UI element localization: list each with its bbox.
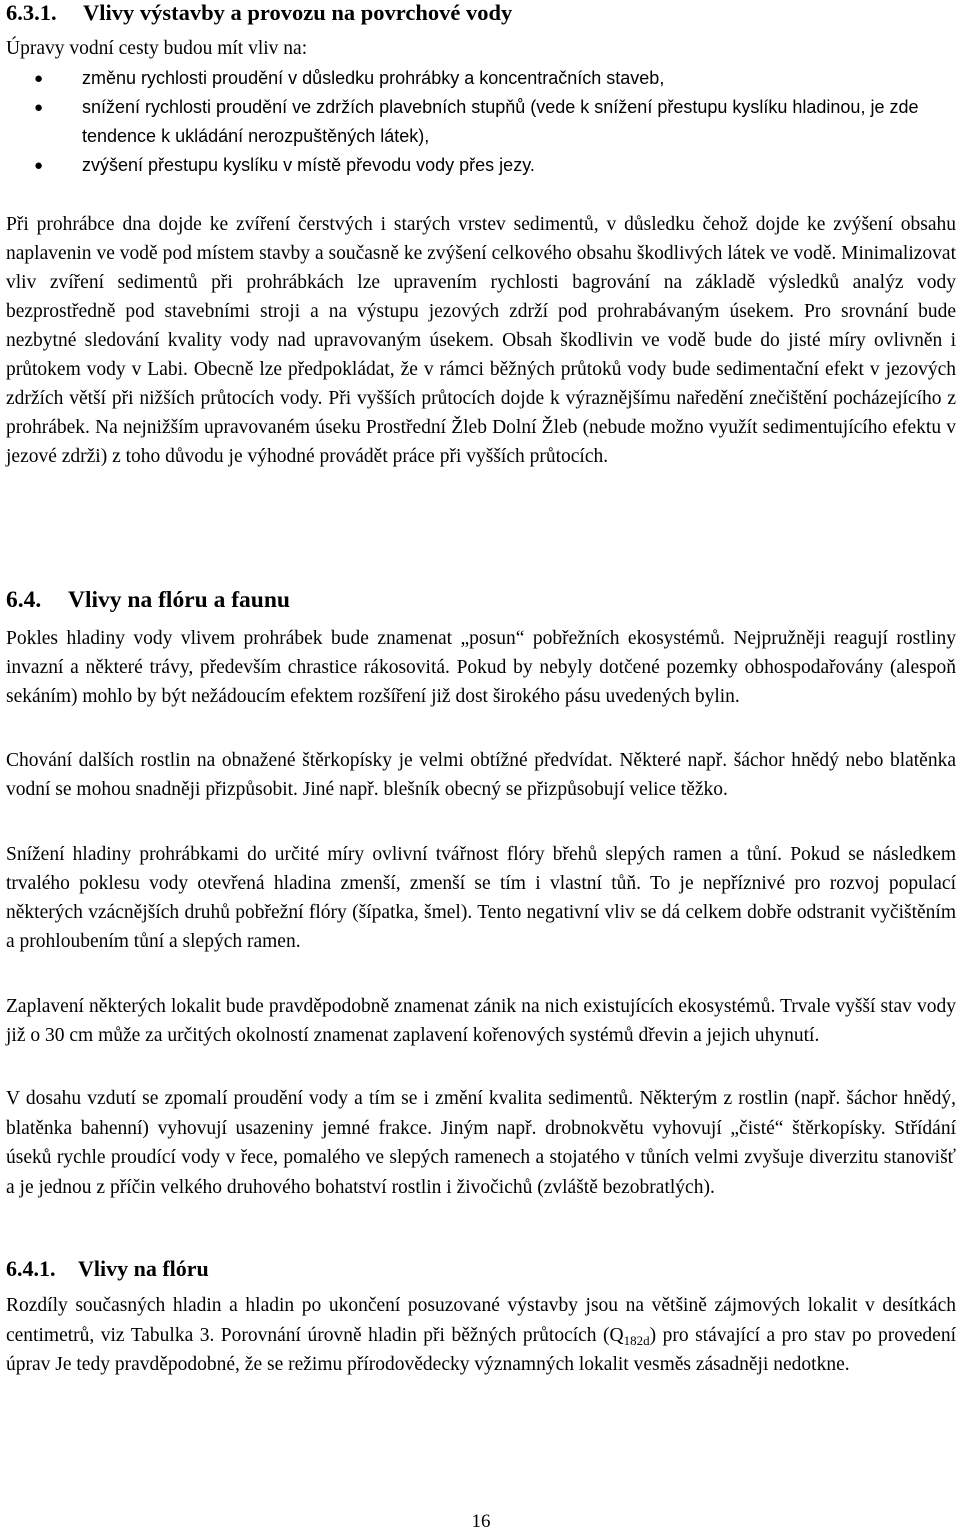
section-title: Vlivy na flóru bbox=[78, 1256, 209, 1281]
paragraph: V dosahu vzdutí se zpomalí proudění vody a tím se i změní kvalita sedimentů. Některým z rostlin (např. šáchor hnědý, blatěnka bahenní) vyhovují usazeniny jemné frakce. Jiným např. drobnokvětu vyhovují „čisté“ štěrkopísky. Střídání úseků rychle proudící vody v řece, pomalého ve slepých ramenech a stojatého v tůních velmi zvyšuje diverzitu stanovišť a je jednou z příčin velkého druhového bohatství rostlin i živočichů (zvláště bezobratlých). bbox=[6, 1088, 956, 1198]
section-heading-6-4 bbox=[6, 587, 290, 614]
list-item bbox=[6, 93, 956, 151]
page-number: 16 bbox=[471, 1511, 491, 1532]
section-number: 6.3.1. bbox=[6, 0, 57, 25]
subscript-text: 182d bbox=[623, 1332, 650, 1348]
bullet-list bbox=[6, 64, 956, 180]
paragraph: Pokles hladiny vody vlivem prohrábek bude znamenat „posun“ pobřežních ekosystémů. Nejpružněji reagují rostliny invazní a některé trávy, především chrastice rákosovitá. Pokud by nebyly dotčené pozemky obhospodařovány (alespoň sekáním) mohlo by být nežádoucím efektem rozšíření již dost širokého pásu uvedených bylin. bbox=[6, 628, 956, 707]
section-heading-6-3-1 bbox=[6, 0, 512, 26]
section-title: Vlivy výstavby a provozu na povrchové vody bbox=[83, 0, 513, 25]
bullet-icon: ● bbox=[34, 157, 44, 174]
list-item bbox=[6, 64, 956, 93]
section-title: Vlivy na flóru a faunu bbox=[68, 587, 290, 613]
paragraph-flora bbox=[6, 1291, 956, 1380]
section-heading-6-4-1 bbox=[6, 1256, 209, 1282]
paragraph-text: ) pro stávající a pro stav po provedení úprav Je tedy pravděpodobné, že se režimu přírodovědecky významných lokalit vesměs zásadněji nedotkne. bbox=[6, 1324, 956, 1376]
paragraph-text: Rozdíly současných hladin a hladin po ukončení posuzované výstavby jsou na většině zájmových lokalit v desítkách centimetrů, viz Tabulka 3. Porovnání úrovně hladin při běžných průtocích (Q bbox=[6, 1295, 956, 1346]
list-item bbox=[6, 151, 956, 180]
section-number: 6.4.1. bbox=[6, 1256, 56, 1281]
paragraph: Chování dalších rostlin na obnažené štěrkopísky je velmi obtížné předvídat. Některé např. šáchor hnědý nebo blatěnka vodní se mohou snadněji přizpůsobit. Jiné např. blešník obecný se přizpůsobují velice těžko. bbox=[6, 750, 956, 800]
list-item-text: změnu rychlosti proudění v důsledku prohrábky a koncentračních staveb, bbox=[82, 68, 665, 88]
bullet-icon: ● bbox=[34, 70, 44, 87]
paragraph: Zaplavení některých lokalit bude pravděpodobně znamenat zánik na nich existujících ekosystémů. Trvale vyšší stav vody již o 30 cm může za určitých okolností znamenat zaplavení kořenových systémů dřevin a jejich uhynutí. bbox=[6, 996, 956, 1046]
section-number: 6.4. bbox=[6, 587, 42, 613]
intro-text: Úpravy vodní cesty budou mít vliv na: bbox=[6, 38, 308, 59]
paragraph-sediments: Při prohrábce dna dojde ke zvíření čerstvých i starých vrstev sedimentů, v důsledku čehož dojde ke zvýšení obsahu naplavenin ve vodě pod místem stavby a současně ke zvýšení celkového obsahu škodlivých látek ve vodě. Minimalizovat vliv zvíření sedimentů při prohrábkách lze upravením rychlosti bagrování na základě výsledků analýz vody bezprostředně pod stavebními stroji a na výstupu jezových zdrží pod prohrabávaným úsekem. Pro srovnání bude nezbytné sledování kvality vody nad upravovaným úsekem. Obsah škodlivin ve vodě bude do jisté míry ovlivněn i průtokem vody v Labi. Obecně lze předpokládat, že v rámci běžných průtoků vody bude sedimentační efekt v jezových zdržích větší při nižších průtocích vody. Při vyšších průtocích dojde k výraznějšímu naředění znečištění pocházejícího z prohrábek. Na nejnižším upravovaném úseku Prostřední Žleb Dolní Žleb (nebude možno využít sedimentujícího efektu v jezové zdrži) z toho důvodu je výhodné provádět práce při vyšších průtocích. bbox=[6, 214, 956, 467]
paragraph: Snížení hladiny prohrábkami do určité míry ovlivní tvářnost flóry břehů slepých ramen a tůní. Pokud se následkem trvalého poklesu vody otevřená hladina zmenší, zmenší se tím i vlastní tůň. To je nepříznivé pro rozvoj populací některých vzácnějších druhů pobřežní flóry (šípatka, šmel). Tento negativní vliv se dá celkem dobře odstranit vyčištěním a prohloubením tůní a slepých ramen. bbox=[6, 844, 956, 952]
list-item-text: zvýšení přestupu kyslíku v místě převodu vody přes jezy. bbox=[82, 155, 535, 175]
list-item-text: snížení rychlosti proudění ve zdržích plavebních stupňů (vede k snížení přestupu kyslíku hladinou, je zde tendence k ukládání nerozpuštěných látek), bbox=[82, 97, 919, 146]
bullet-icon: ● bbox=[34, 99, 44, 116]
